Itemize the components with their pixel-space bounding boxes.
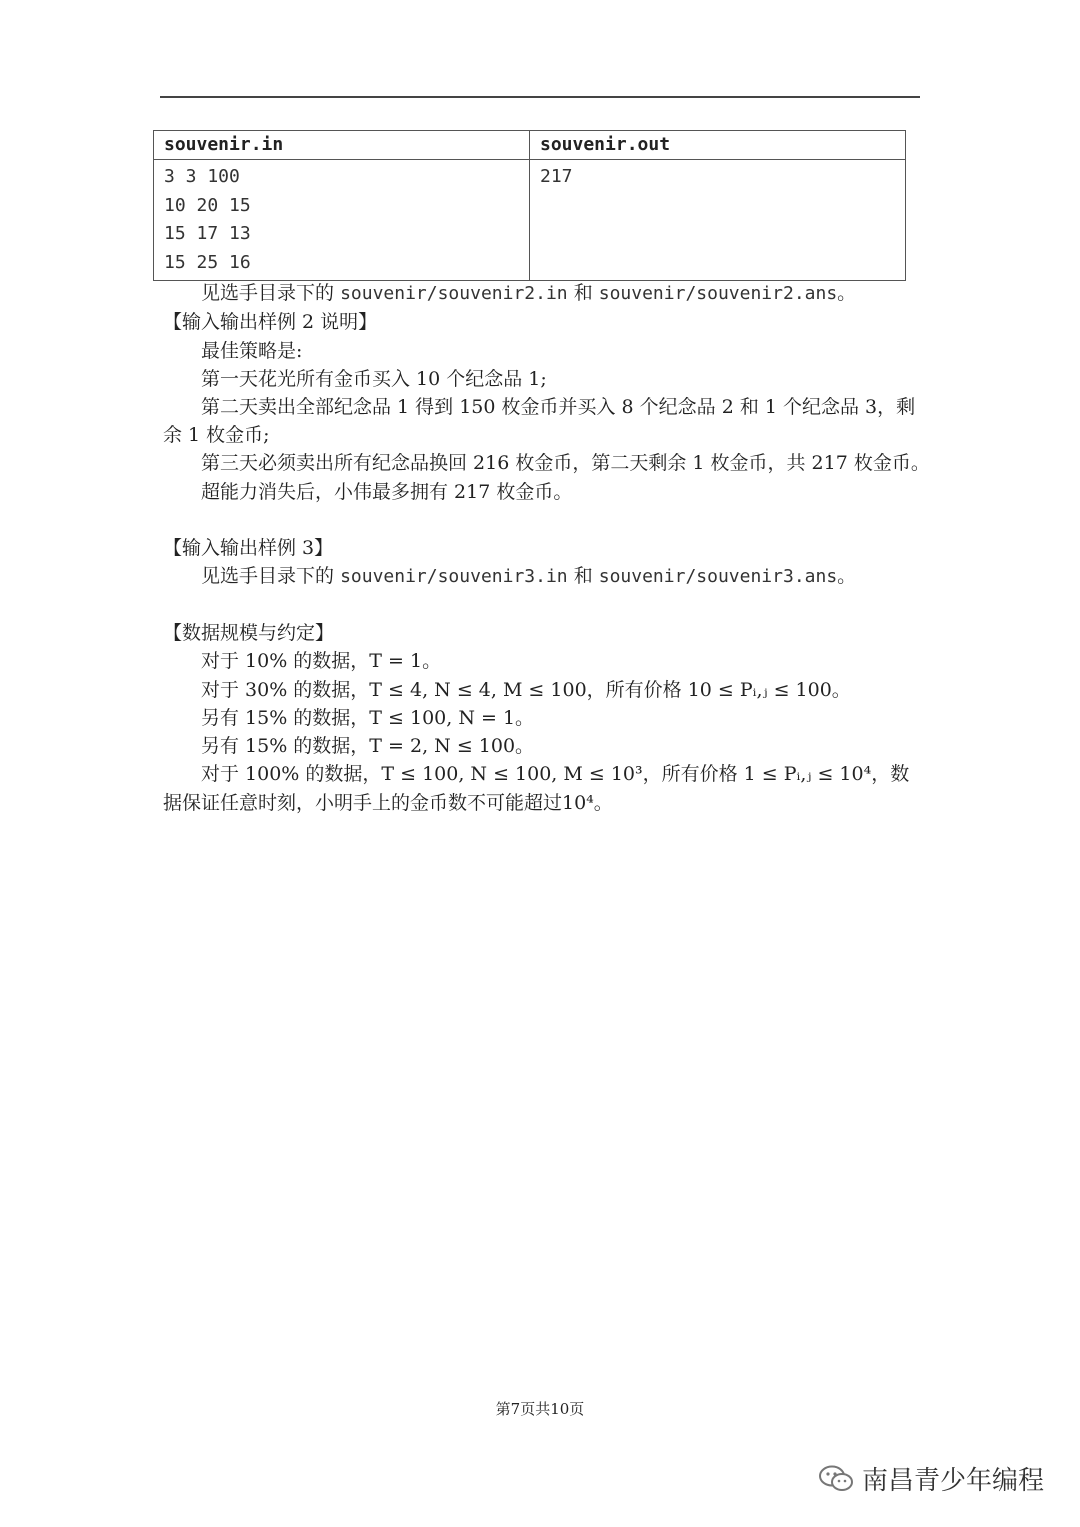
- constraint-line: 另有 15% 的数据，T ≤ 100, N = 1。: [201, 707, 535, 729]
- input-line: 15 25 16: [164, 251, 251, 273]
- sample2-heading: 【输入输出样例 2 说明】: [163, 311, 378, 333]
- paragraph-line: 第一天花光所有金币买入 10 个纪念品 1;: [201, 368, 547, 390]
- input-file-header: souvenir.in: [154, 131, 530, 160]
- watermark-text: 南昌青少年编程: [861, 1466, 1044, 1496]
- paragraph-line: 第二天卖出全部纪念品 1 得到 150 枚金币并买入 8 个纪念品 2 和 1 个纪念品 3，剩: [201, 396, 916, 418]
- output-cell: [530, 160, 906, 281]
- sample-io-table: [153, 130, 906, 281]
- file-name: souvenir/souvenir3.in: [340, 566, 568, 587]
- file-name: souvenir/souvenir2.ans: [598, 283, 838, 304]
- header-rule: [160, 96, 920, 98]
- output-file-header: souvenir.out: [530, 131, 906, 160]
- table-row: [154, 160, 906, 281]
- constraint-line: 据保证任意时刻，小明手上的金币数不可能超过10⁴。: [163, 792, 613, 814]
- input-cell: [154, 160, 530, 281]
- input-line: 3 3 100: [164, 166, 240, 187]
- paragraph-line: 第三天必须卖出所有纪念品换回 216 枚金币，第二天剩余 1 枚金币，共 217 枚金币。: [201, 452, 930, 474]
- file-name: souvenir/souvenir2.in: [340, 283, 568, 304]
- file-name: souvenir/souvenir3.ans: [598, 566, 838, 587]
- output-line: 217: [540, 166, 573, 187]
- sample3-heading: 【输入输出样例 3】: [163, 537, 334, 559]
- paragraph-line: 余 1 枚金币;: [163, 424, 270, 446]
- paragraph-line: 超能力消失后，小伟最多拥有 217 枚金币。: [201, 481, 573, 503]
- wechat-icon: [818, 1464, 854, 1494]
- paragraph-line: 最佳策略是:: [201, 340, 303, 362]
- input-line: 10 20 15: [164, 194, 251, 216]
- page-number: 第7页共10页: [495, 1400, 585, 1418]
- sample2-see-line: 见选手目录下的 souvenir/souvenir2.in 和 souvenir/souvenir2.ans。: [201, 282, 857, 304]
- constraint-line: 对于 100% 的数据，T ≤ 100, N ≤ 100, M ≤ 10³，所有价格 1 ≤ Pᵢ,ⱼ ≤ 10⁴，数: [201, 763, 910, 785]
- input-line: 15 17 13: [164, 223, 251, 244]
- constraint-line: 另有 15% 的数据，T = 2, N ≤ 100。: [201, 735, 535, 757]
- table-header-row: [154, 131, 906, 160]
- watermark: [818, 1460, 1044, 1497]
- constraint-line: 对于 10% 的数据，T = 1。: [201, 650, 442, 672]
- constraints-heading: 【数据规模与约定】: [163, 622, 335, 644]
- sample3-see-line: 见选手目录下的 souvenir/souvenir3.in 和 souvenir/souvenir3.ans。: [201, 565, 857, 587]
- constraint-line: 对于 30% 的数据，T ≤ 4, N ≤ 4, M ≤ 100，所有价格 10 ≤ Pᵢ,ⱼ ≤ 100。: [201, 679, 851, 701]
